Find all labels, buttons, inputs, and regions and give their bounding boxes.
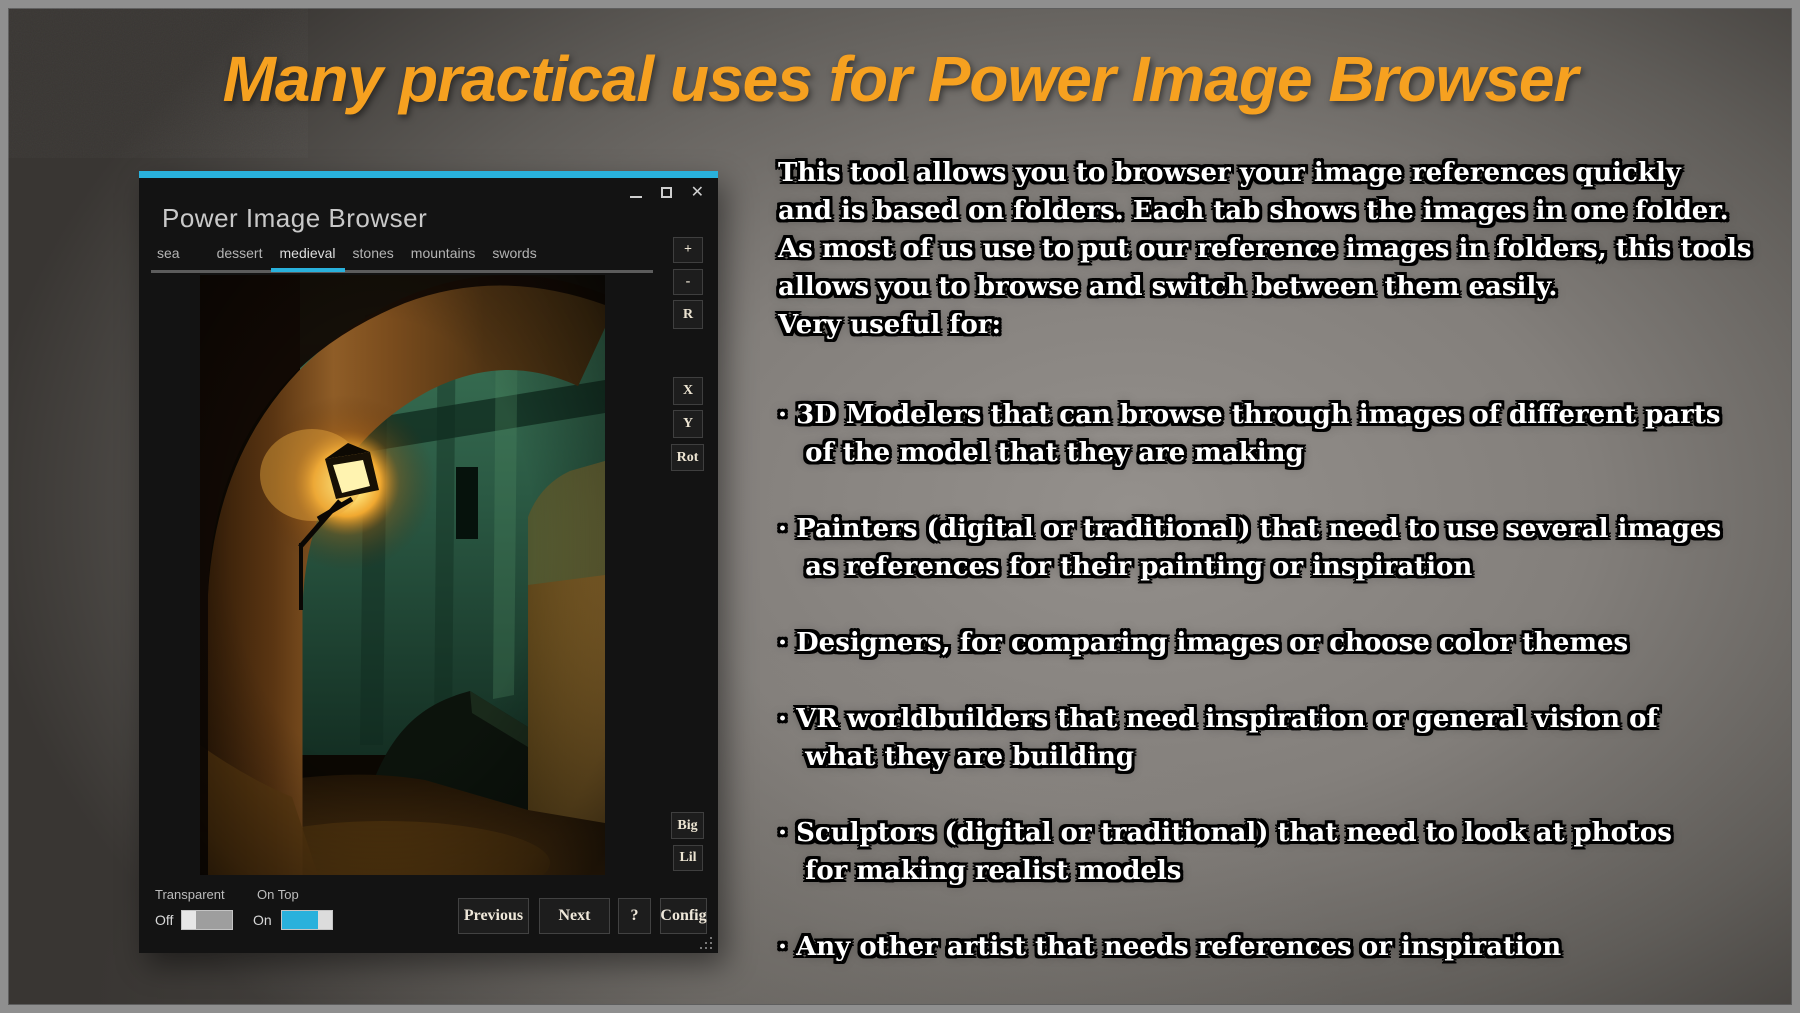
- transparent-toggle[interactable]: [181, 910, 233, 930]
- close-button[interactable]: [691, 184, 704, 200]
- bullet-any-artist: [778, 928, 1738, 966]
- tab-dessert[interactable]: dessert: [216, 245, 263, 261]
- bullet-line: · Any other artist that needs references or inspiration: [778, 932, 1562, 962]
- rotate-button[interactable]: Rot: [671, 444, 704, 471]
- bullet-painters: [778, 510, 1738, 586]
- config-button[interactable]: Config: [660, 898, 707, 934]
- bullet-line: · 3D Modelers that can browse through images of different parts: [778, 400, 1721, 430]
- bullet-line: what they are building: [778, 742, 1135, 772]
- tab-mountains[interactable]: mountains: [410, 245, 476, 261]
- transparent-state: Off: [155, 912, 174, 928]
- window-title: Power Image Browser: [162, 203, 428, 233]
- bullet-line: · VR worldbuilders that need inspiration or general vision of: [778, 704, 1658, 734]
- medieval-photo: [200, 275, 605, 875]
- bullet-line: of the model that they are making: [778, 438, 1304, 468]
- window-controls: [630, 183, 704, 201]
- tab-medieval[interactable]: medieval: [279, 245, 336, 261]
- tab-sea[interactable]: sea: [157, 245, 180, 261]
- page-title: Many practical uses for Power Image Browser: [222, 43, 1578, 115]
- bullet-designers: [778, 624, 1738, 662]
- transparent-label: Transparent: [155, 887, 225, 902]
- flip-x-button[interactable]: X: [673, 377, 703, 405]
- folder-tab-bar: [155, 245, 539, 261]
- close-icon: ✕: [690, 182, 704, 201]
- toggle-knob: [182, 911, 196, 929]
- lil-button[interactable]: Lil: [673, 845, 703, 871]
- toggle-knob: [318, 911, 332, 929]
- tab-underline-track: [151, 270, 653, 273]
- big-button[interactable]: Big: [671, 812, 704, 839]
- image-viewer[interactable]: [200, 275, 605, 875]
- reset-button[interactable]: R: [673, 300, 703, 329]
- zoom-in-button[interactable]: +: [673, 237, 703, 263]
- bullet-line: for making realist models: [778, 856, 1182, 886]
- maximize-icon: [661, 187, 672, 198]
- on-top-label: On Top: [257, 887, 299, 902]
- bullet-line: · Designers, for comparing images or choose color themes: [778, 628, 1629, 658]
- on-top-state: On: [253, 912, 272, 928]
- intro-line: This tool allows you to browser your image references quickly: [778, 158, 1681, 188]
- resize-grip-icon[interactable]: [698, 935, 712, 949]
- on-top-toggle[interactable]: [281, 910, 333, 930]
- tab-stones[interactable]: stones: [352, 245, 394, 261]
- tab-swords[interactable]: swords: [492, 245, 537, 261]
- bullet-3d-modelers: [778, 396, 1738, 472]
- description-text: [778, 154, 1752, 1004]
- minimize-icon: [630, 196, 642, 198]
- bullet-vr-worldbuilders: [778, 700, 1738, 776]
- previous-button[interactable]: Previous: [458, 898, 529, 934]
- intro-line: allows you to browse and switch between them easily.: [778, 272, 1558, 302]
- maximize-button[interactable]: [661, 187, 672, 198]
- intro-line: As most of us use to put our reference images in folders, this tools: [778, 234, 1752, 264]
- power-image-browser-window: [139, 171, 718, 953]
- intro-paragraph: [778, 154, 1752, 344]
- window-accent-bar: [139, 171, 718, 178]
- zoom-out-button[interactable]: -: [673, 269, 703, 295]
- intro-line: and is based on folders. Each tab shows the images in one folder.: [778, 196, 1729, 226]
- minimize-button[interactable]: [630, 187, 642, 198]
- help-button[interactable]: ?: [618, 898, 651, 934]
- bullet-line: · Painters (digital or traditional) that need to use several images: [778, 514, 1722, 544]
- flip-y-button[interactable]: Y: [673, 410, 703, 438]
- next-button[interactable]: Next: [539, 898, 610, 934]
- bullet-line: · Sculptors (digital or traditional) that need to look at photos: [778, 818, 1672, 848]
- bullet-sculptors: [778, 814, 1738, 890]
- intro-line: Very useful for:: [778, 310, 1002, 340]
- bullet-line: as references for their painting or inspiration: [778, 552, 1473, 582]
